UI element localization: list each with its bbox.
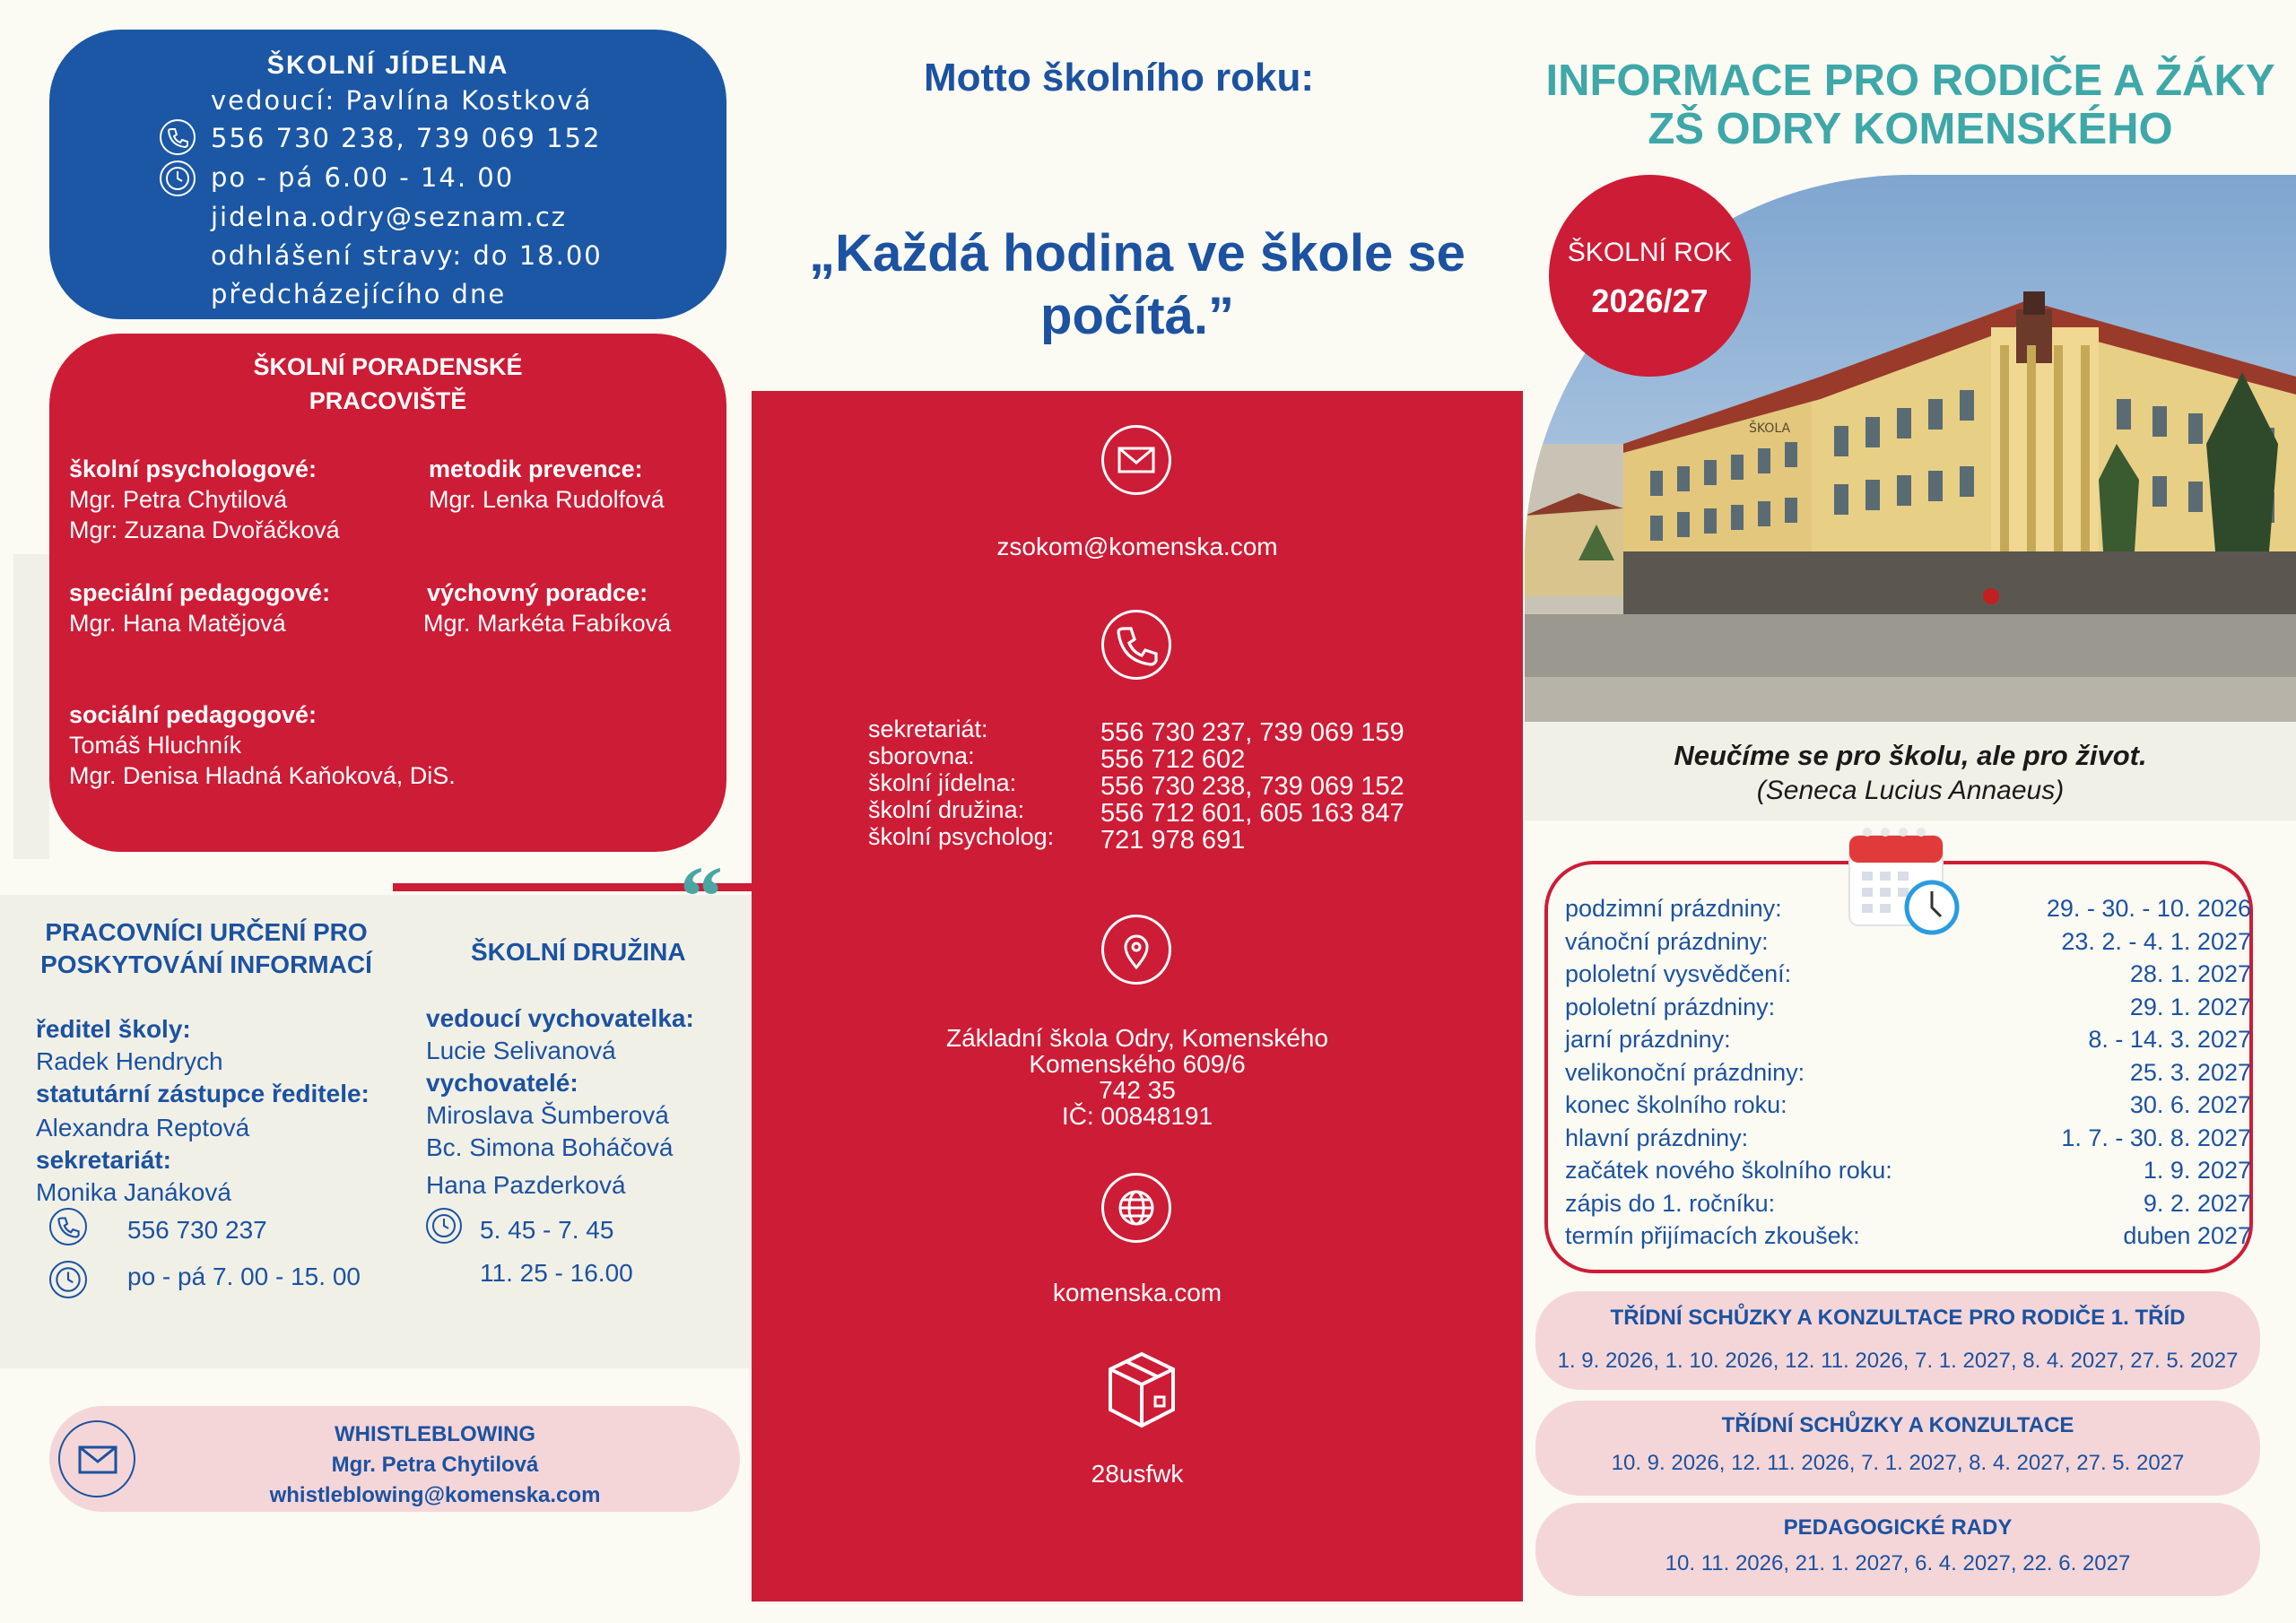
- teacher-meetings-dates: 10. 11. 2026, 21. 1. 2027, 6. 4. 2027, 22. 6. 2027: [1665, 1551, 2131, 1575]
- holiday-date: 25. 3. 2027: [2129, 1058, 2251, 1086]
- deputy-name: Alexandra Reptová: [36, 1114, 250, 1141]
- druzina-lead-heading: vedoucí vychovatelka:: [426, 1004, 694, 1032]
- phone-label-canteen: školní jídelna:: [868, 769, 1017, 796]
- quote-mark: “: [680, 848, 723, 944]
- website[interactable]: komenska.com: [1052, 1279, 1222, 1306]
- holiday-label: jarní prázdniny:: [1565, 1026, 1731, 1053]
- holiday-label: termín přijímacích zkoušek:: [1565, 1222, 1860, 1249]
- psychologists-heading: školní psychologové:: [69, 456, 317, 482]
- phone-label-psychologist: školní psycholog:: [868, 823, 1055, 850]
- holiday-date: 23. 2. - 4. 1. 2027: [2061, 927, 2251, 955]
- teacher-meetings: [1535, 1503, 2260, 1596]
- quote-line-1: Každá hodina ve škole se: [835, 224, 1465, 282]
- meetings-first-grade: [1535, 1291, 2260, 1390]
- quote-open: „: [809, 224, 836, 282]
- clock-icon: [426, 1208, 462, 1244]
- school-year-badge: [1549, 175, 1751, 377]
- email-icon: [1101, 425, 1171, 495]
- holiday-date: 28. 1. 2027: [2129, 960, 2251, 987]
- canteen-cancel: odhlášení stravy: do 18.00: [211, 240, 603, 271]
- meetings-general: [1535, 1401, 2260, 1496]
- teacher-meetings-title: PEDAGOGICKÉ RADY: [1783, 1515, 2013, 1540]
- databox-id: 28usfwk: [1091, 1460, 1184, 1488]
- prevention-heading: metodik prevence:: [429, 456, 643, 482]
- druzina-staff-2: Bc. Simona Boháčová: [426, 1133, 674, 1161]
- info-staff-hours: po - pá 7. 00 - 15. 00: [127, 1263, 361, 1290]
- secretary-heading: sekretariát:: [36, 1146, 171, 1174]
- page-title: [1525, 56, 2296, 153]
- phone-label-secretariat: sekretariát:: [868, 716, 988, 742]
- director-name: Radek Hendrych: [36, 1047, 223, 1075]
- canteen-phone[interactable]: 556 730 238, 739 069 152: [211, 123, 602, 153]
- special-pedagogue-1: Mgr. Hana Matějová: [69, 610, 286, 637]
- druzina-time-1: 5. 45 - 7. 45: [480, 1216, 614, 1244]
- druzina-staff-1: Miroslava Šumberová: [426, 1101, 669, 1129]
- advisor-name: Mgr. Markéta Fabíková: [423, 610, 672, 637]
- social-pedagogue-2: Mgr. Denisa Hladná Kaňoková, DiS.: [69, 762, 456, 789]
- holiday-date: 30. 6. 2027: [2129, 1091, 2251, 1118]
- secretary-name: Monika Janáková: [36, 1178, 231, 1206]
- meetings-first-grade-title: TŘÍDNÍ SCHŮZKY A KONZULTACE PRO RODIČE 1. TŘÍD: [1610, 1306, 2186, 1330]
- counseling-card: [49, 334, 726, 852]
- phone-icon: [49, 1208, 87, 1245]
- holiday-date: 29. 1. 2027: [2129, 993, 2251, 1020]
- holiday-date: 8. - 14. 3. 2027: [2088, 1026, 2251, 1053]
- druzina-lead-name: Lucie Selivanová: [426, 1037, 616, 1064]
- mail-icon: [58, 1420, 135, 1497]
- motto-label: Motto školního roku:: [924, 56, 1315, 100]
- phone-value-secretariat[interactable]: 556 730 237, 739 069 159: [1100, 718, 1405, 747]
- address-line-3: 742 35: [1099, 1076, 1176, 1104]
- holiday-label: zápis do 1. ročníku:: [1565, 1189, 1776, 1217]
- school-year-label: ŠKOLNÍ ROK: [1567, 238, 1733, 267]
- holiday-label: vánoční prázdniny:: [1565, 927, 1769, 955]
- psychologist-2: Mgr: Zuzana Dvořáčková: [69, 516, 340, 543]
- building-sign: ŠKOLA: [1749, 421, 1791, 436]
- address-line-2: Komenského 609/6: [1029, 1050, 1246, 1078]
- holiday-label: hlavní prázdniny:: [1565, 1124, 1749, 1151]
- info-staff-title: PRACOVNÍCI URČENÍ PRO: [45, 918, 368, 946]
- whistleblowing-name: Mgr. Petra Chytilová: [331, 1453, 539, 1477]
- info-staff-title-2: POSKYTOVÁNÍ INFORMACÍ: [40, 950, 372, 978]
- phone-label-staffroom: sborovna:: [868, 742, 975, 769]
- whistleblowing-title: WHISTLEBLOWING: [335, 1422, 535, 1446]
- whistleblowing-card: [49, 1406, 740, 1512]
- motto-quote: [770, 222, 1505, 348]
- phone-value-druzina[interactable]: 556 712 601, 605 163 847: [1100, 799, 1405, 828]
- counseling-title: ŠKOLNÍ PORADENSKÉ: [253, 353, 523, 380]
- holiday-label: pololetní vysvědčení:: [1565, 960, 1792, 987]
- phone-value-psychologist[interactable]: 721 978 691: [1100, 826, 1246, 855]
- canteen-manager: vedoucí: Pavlína Kostková: [211, 85, 593, 116]
- prevention-name: Mgr. Lenka Rudolfová: [429, 486, 665, 513]
- meetings-general-dates: 10. 9. 2026, 12. 11. 2026, 7. 1. 2027, 8. 4. 2027, 27. 5. 2027: [1611, 1451, 2185, 1475]
- phone-value-staffroom[interactable]: 556 712 602: [1100, 745, 1246, 774]
- canteen-title: ŠKOLNÍ JÍDELNA: [266, 51, 509, 80]
- phone-value-canteen[interactable]: 556 730 238, 739 069 152: [1100, 772, 1405, 801]
- calendar-icon: [1846, 825, 1962, 937]
- holiday-date: 1. 9. 2027: [2143, 1157, 2251, 1184]
- clock-icon: [49, 1261, 87, 1298]
- canteen-card: [49, 30, 726, 319]
- advisor-heading: výchovný poradce:: [427, 579, 648, 606]
- canteen-cancel-2: předcházejícího dne: [211, 279, 507, 309]
- holiday-label: podzimní prázdniny:: [1565, 895, 1782, 922]
- social-pedagogues-heading: sociální pedagogové:: [69, 701, 317, 728]
- director-heading: ředitel školy:: [36, 1015, 191, 1043]
- seneca-quote-text: Neučíme se pro školu, ale pro život.: [1674, 740, 2147, 771]
- special-pedagogues-heading: speciální pedagogové:: [69, 579, 331, 606]
- phone-label-druzina: školní družina:: [868, 796, 1025, 823]
- company-id: IČ: 00848191: [1061, 1102, 1213, 1130]
- holiday-label: konec školního roku:: [1565, 1091, 1787, 1118]
- clock-icon: [160, 161, 196, 196]
- holiday-label: velikonoční prázdniny:: [1565, 1058, 1805, 1086]
- psychologist-1: Mgr. Petra Chytilová: [69, 486, 288, 513]
- page-title-line-2: ZŠ ODRY KOMENSKÉHO: [1648, 105, 2173, 153]
- social-pedagogue-1: Tomáš Hluchník: [69, 732, 242, 759]
- address-line-1: Základní škola Odry, Komenského: [946, 1024, 1328, 1052]
- holiday-label: pololetní prázdniny:: [1565, 993, 1776, 1020]
- phone-icon: [1101, 610, 1171, 680]
- holiday-date: 1. 7. - 30. 8. 2027: [2061, 1124, 2251, 1151]
- location-pin-icon: [1101, 915, 1171, 985]
- druzina-staff-3: Hana Pazderková: [426, 1171, 626, 1199]
- druzina-title: ŠKOLNÍ DRUŽINA: [471, 938, 686, 966]
- druzina-staff-heading: vychovatelé:: [426, 1069, 578, 1097]
- phone-icon: [160, 119, 196, 155]
- seneca-quote: [1525, 722, 2296, 820]
- page-title-line-1: INFORMACE PRO RODIČE A ŽÁKY: [1545, 56, 2275, 105]
- deputy-heading: statutární zástupce ředitele:: [36, 1080, 370, 1107]
- info-staff-phone[interactable]: 556 730 237: [127, 1216, 267, 1244]
- meetings-general-title: TŘÍDNÍ SCHŮZKY A KONZULTACE: [1721, 1413, 2074, 1437]
- counseling-title-2: PRACOVIŠTĚ: [309, 387, 467, 414]
- whistleblowing-email[interactable]: whistleblowing@komenska.com: [269, 1483, 601, 1507]
- box-icon: [1101, 1345, 1182, 1435]
- holiday-date: 29. - 30. - 10. 2026: [2046, 895, 2251, 922]
- druzina-time-2: 11. 25 - 16.00: [480, 1259, 633, 1287]
- school-email[interactable]: zsokom@komenska.com: [996, 533, 1278, 560]
- holiday-label: začátek nového školního roku:: [1565, 1157, 1892, 1184]
- meetings-first-grade-dates: 1. 9. 2026, 1. 10. 2026, 12. 11. 2026, 7. 1. 2027, 8. 4. 2027, 27. 5. 2027: [1557, 1349, 2239, 1373]
- seneca-quote-author: (Seneca Lucius Annaeus): [1756, 776, 2065, 805]
- holiday-date: duben 2027: [2123, 1222, 2251, 1249]
- beige-strip: [13, 554, 49, 859]
- globe-icon: [1101, 1173, 1171, 1243]
- canteen-hours: po - pá 6.00 - 14. 00: [211, 162, 515, 193]
- quote-line-2: počítá.”: [1040, 287, 1234, 345]
- canteen-email[interactable]: jidelna.odry@seznam.cz: [211, 202, 567, 232]
- school-year-value: 2026/27: [1591, 282, 1709, 319]
- holiday-date: 9. 2. 2027: [2143, 1189, 2251, 1217]
